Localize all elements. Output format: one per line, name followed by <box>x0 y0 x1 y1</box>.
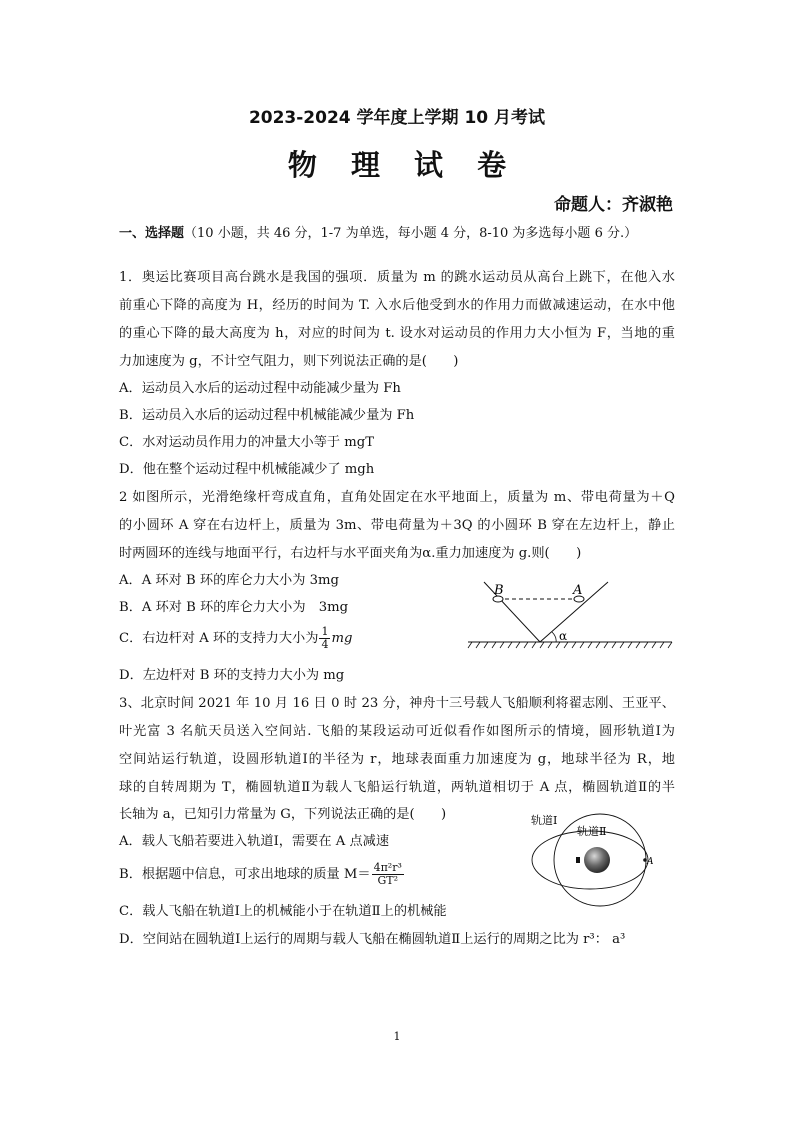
fraction-denominator: GT² <box>377 874 398 887</box>
q3-option-b-text: B．根据题中信息，可求出地球的质量 M＝ <box>119 867 371 882</box>
page-number: 1 <box>393 1030 401 1043</box>
q3-line-1: 3、北京时间 2021 年 10 月 16 日 0 时 23 分，神舟十三号载人飞船顺利将翟志刚、王亚平、 <box>119 696 675 711</box>
q2-line-3: 时两圆环的连线与地面平行，右边杆与水平面夹角为α.重力加速度为 g.则( ) <box>119 546 582 561</box>
earth-icon <box>584 847 610 873</box>
q3-line-5: 长轴为 a，已知引力常量为 G，下列说法正确的是( ) <box>119 807 447 822</box>
q3-option-b <box>119 862 405 887</box>
q3-option-b-fraction <box>372 862 404 887</box>
ground-hatching <box>468 642 672 648</box>
q1-line-1: 1．奥运比赛项目高台跳水是我国的强项．质量为 m 的跳水运动员从高台上跳下，在他入水 <box>119 270 675 285</box>
q1-line-2: 前重心下降的高度为 H，经历的时间为 T. 入水后他受到水的作用力而做减速运动，在水中他 <box>119 298 675 313</box>
q2-line-2: 的小圆环 A 穿在右边杆上，质量为 3m、带电荷量为＋3Q 的小圆环 B 穿在左边杆上，静止 <box>119 518 675 533</box>
q2-option-c <box>119 626 352 651</box>
spacecraft-marker <box>576 857 580 863</box>
section-heading <box>119 222 637 241</box>
fraction-numerator: 4π²r³ <box>373 861 402 874</box>
fraction-numerator: 1 <box>321 625 329 638</box>
angle-arc <box>552 632 556 642</box>
q3-figure-orbits <box>525 808 685 908</box>
q2-option-c-fraction <box>319 626 330 651</box>
orbit-1-label: 轨道Ⅰ <box>531 814 558 827</box>
point-a-label: A <box>647 857 654 867</box>
q3-option-c: C．载人飞船在轨道Ⅰ上的机械能小于在轨道Ⅱ上的机械能 <box>119 904 447 919</box>
label-alpha: α <box>559 629 568 643</box>
q2-option-a: A．A 环对 B 环的库仑力大小为 3mg <box>119 573 339 588</box>
q2-option-c-unit: mg <box>331 631 353 646</box>
q3-option-a: A．载人飞船若要进入轨道Ⅰ，需要在 A 点减速 <box>119 834 390 849</box>
q1-line-3: 的重心下降的最大高度为 h，对应的时间为 t. 设水对运动员的作用力大小恒为 F，当地的重 <box>119 326 675 341</box>
q3-line-3: 空间站运行轨道，设圆形轨道Ⅰ的半径为 r，地球表面重力加速度为 g，地球半径为 R，地 <box>119 752 675 767</box>
fraction-denominator: 4 <box>321 638 329 651</box>
q1-option-b: B．运动员入水后的运动过程中机械能减少量为 Fh <box>119 408 415 423</box>
q3-line-4: 球的自转周期为 T，椭圆轨道Ⅱ为载人飞船运行轨道，两轨道相切于 A 点，椭圆轨道Ⅱ的半 <box>119 780 675 795</box>
left-rod <box>484 582 540 642</box>
q1-line-4: 力加速度为 g，不计空气阻力，则下列说法正确的是( ) <box>119 354 459 369</box>
label-a: A <box>573 583 583 598</box>
orbit-2-label: 轨道Ⅱ <box>577 825 607 838</box>
subject-title: 物 理 试 卷 <box>287 148 519 182</box>
q2-option-d: D．左边杆对 B 环的支持力大小为 mg <box>119 668 345 683</box>
exam-title: 2023-2024 学年度上学期 10 月考试 <box>248 108 546 128</box>
q3-option-d: D．空间站在圆轨道Ⅰ上运行的周期与载人飞船在椭圆轨道Ⅱ上运行的周期之比为 r³： a³ <box>119 932 626 947</box>
label-b: B <box>494 583 504 598</box>
q2-option-b: B．A 环对 B 环的库仑力大小为 3mg <box>119 600 349 615</box>
q2-line-1: 2 如图所示，光滑绝缘杆弯成直角，直角处固定在水平地面上，质量为 m、带电荷量为＋Q <box>119 490 675 505</box>
q2-option-c-text: C．右边杆对 A 环的支持力大小为 <box>119 631 319 646</box>
q1-option-a: A．运动员入水后的运动过程中动能减少量为 Fh <box>119 381 401 396</box>
author-line: 命题人：齐淑艳 <box>554 195 673 215</box>
q3-line-2: 叶光富 3 名航天员送入空间站. 飞船的某段运动可近似看作如图所示的情境，圆形轨道Ⅰ为 <box>119 724 675 739</box>
section-name: 一、选择题 <box>119 226 185 241</box>
q1-option-d: D．他在整个运动过程中机械能减少了 mgh <box>119 462 375 477</box>
q2-figure-rods <box>460 578 680 650</box>
q1-option-c: C．水对运动员作用力的冲量大小等于 mgT <box>119 435 375 450</box>
section-description: （10 小题，共 46 分，1-7 为单选，每小题 4 分，8-10 为多选每小题 6 分.） <box>184 226 638 241</box>
